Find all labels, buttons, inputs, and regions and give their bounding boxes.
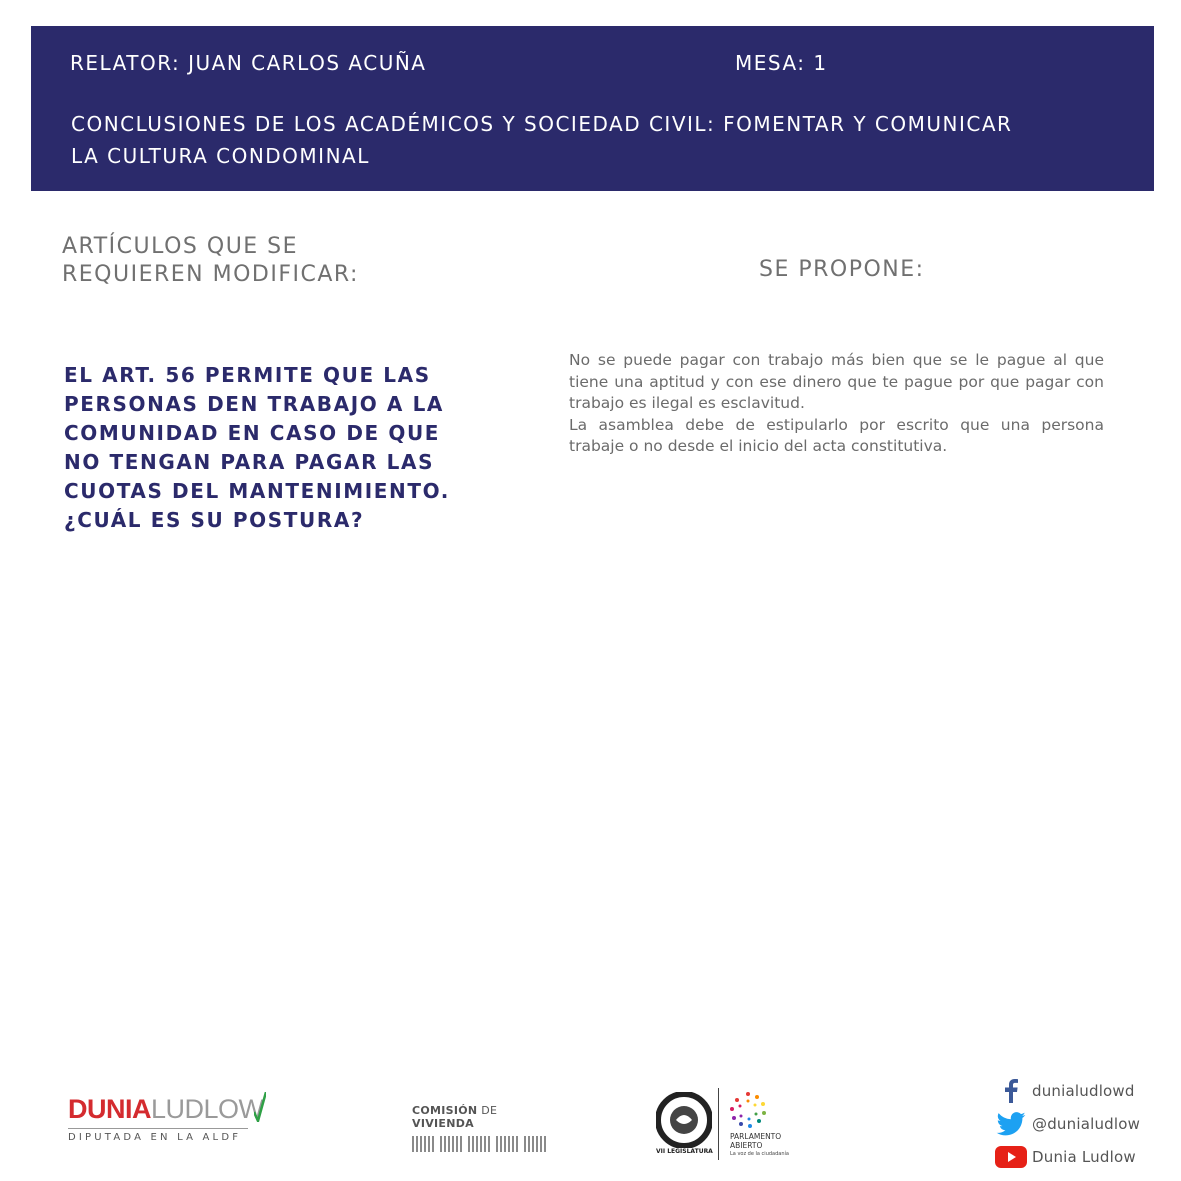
facebook-link[interactable] <box>994 1074 1140 1107</box>
asamblea-legislativa-logo <box>656 1088 796 1160</box>
social-links <box>994 1074 1140 1173</box>
conclusiones-line-1: CONCLUSIONES DE LOS ACADÉMICOS Y SOCIEDAD CIVIL: FOMENTAR Y COMUNICAR <box>71 112 1013 136</box>
conclusiones-line-2: LA CULTURA CONDOMINAL <box>71 144 370 168</box>
parlamento-tagline: La voz de la ciudadanía <box>730 1151 789 1157</box>
parlamento-line-2: ABIERTO <box>730 1141 763 1150</box>
logo-name-part-2: LUDLOW <box>151 1094 264 1124</box>
articulos-heading <box>62 233 422 289</box>
proposal-paragraph-1: No se puede pagar con trabajo más bien que se le pague al que tiene una aptitud y con ese dinero que te pague por que pagar con trabajo es ilegal es esclavitud. <box>569 351 1104 412</box>
dunia-ludlow-logo <box>68 1094 264 1143</box>
article-question: EL ART. 56 PERMITE QUE LAS PERSONAS DEN TRABAJO A LA COMUNIDAD EN CASO DE QUE NO TENGAN PARA PAGAR LAS CUOTAS DEL MANTENIMIENTO. ¿CUÁL ES SU POSTURA? <box>64 363 450 532</box>
comision-word: COMISIÓN <box>412 1104 478 1117</box>
building-icon <box>412 1136 436 1152</box>
building-icon <box>496 1136 520 1152</box>
comision-icons <box>412 1136 562 1152</box>
comision-title <box>412 1104 562 1130</box>
youtube-link[interactable] <box>994 1140 1140 1173</box>
mesa-label: MESA: 1 <box>735 51 828 75</box>
articulos-heading-line-2: REQUIEREN MODIFICAR: <box>62 262 359 287</box>
twitter-handle: @dunialudlow <box>1032 1114 1141 1133</box>
vivienda-word: VIVIENDA <box>412 1117 474 1130</box>
building-icon <box>440 1136 464 1152</box>
youtube-icon <box>994 1144 1028 1170</box>
logo-name-part-1: DUNIA <box>68 1094 151 1124</box>
articulos-heading-line-1: ARTÍCULOS QUE SE <box>62 234 299 259</box>
proposal-text <box>569 350 1104 458</box>
proposal-paragraph-2: La asamblea debe de estipularlo por escrito que una persona trabaje o no desde el inicio del acta constitutiva. <box>569 415 1104 455</box>
building-icon <box>468 1136 492 1152</box>
twitter-link[interactable] <box>994 1107 1140 1140</box>
twitter-icon <box>994 1111 1028 1137</box>
se-propone-heading: SE PROPONE: <box>759 257 925 282</box>
youtube-handle: Dunia Ludlow <box>1032 1147 1136 1166</box>
comision-vivienda-logo <box>412 1104 562 1152</box>
building-icon <box>524 1136 548 1152</box>
legislatura-label: VII LEGISLATURA <box>656 1148 713 1155</box>
facebook-handle: dunialudlowd <box>1032 1081 1135 1100</box>
logo-name <box>68 1094 264 1124</box>
check-mark-icon <box>254 1092 266 1122</box>
header-banner <box>31 26 1154 191</box>
facebook-icon <box>994 1078 1028 1104</box>
logo-subtitle: DIPUTADA EN LA ALDF <box>68 1128 248 1143</box>
conclusiones-title <box>71 108 1051 172</box>
comision-de-word: DE <box>477 1104 498 1117</box>
relator-label: RELATOR: JUAN CARLOS ACUÑA <box>70 51 427 75</box>
eagle-seal-icon <box>656 1092 712 1148</box>
parlamento-rosette-icon <box>728 1090 768 1130</box>
parlamento-line-1: PARLAMENTO <box>730 1132 782 1141</box>
parlamento-label <box>730 1132 781 1150</box>
logo-divider <box>718 1088 719 1160</box>
